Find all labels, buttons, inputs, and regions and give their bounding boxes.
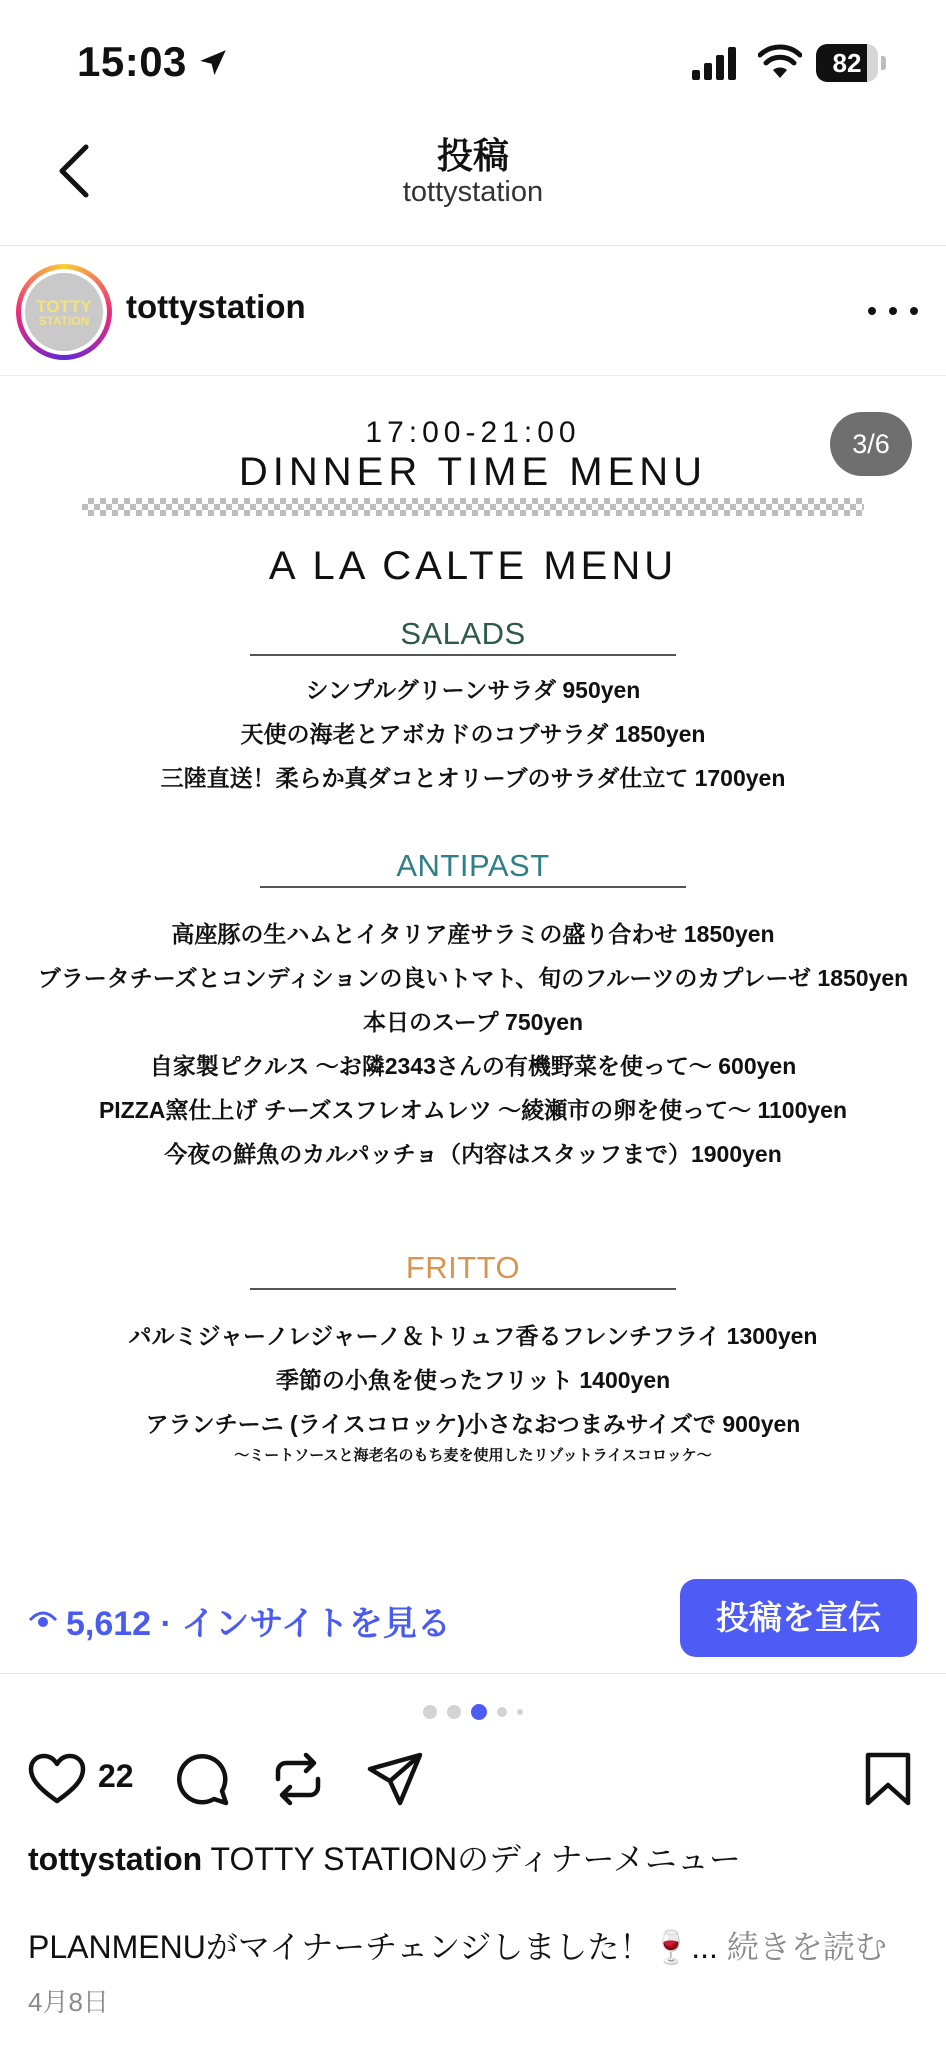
send-icon (366, 1751, 424, 1807)
comment-icon (174, 1751, 230, 1807)
caption-text: TOTTY STATIONのディナーメニュー (210, 1841, 741, 1877)
menu-item: 天使の海老とアボカドのコブサラダ 1850yen (240, 721, 706, 747)
menu-title: DINNER TIME MENU (238, 450, 708, 494)
caption-line: PLANMENUがマイナーチェンジしました！🍷... (28, 1929, 718, 1965)
status-bar (0, 0, 946, 120)
menu-note: 〜ミートソースと海老名のもち麦を使用したリゾットライスコロッケ〜 (234, 1447, 712, 1464)
carousel-dot (517, 1709, 523, 1715)
insights-row (0, 1562, 946, 1674)
page-counter: 3/6 (830, 412, 912, 476)
status-time: 15:03 (77, 38, 187, 85)
menu-item: PIZZA窯仕上げ チーズスフレオムレツ 〜綾瀬市の卵を使って〜 1100yen (98, 1097, 848, 1123)
page-subtitle: tottystation (402, 176, 544, 208)
post-date: 4月8日 (28, 1987, 109, 2017)
save-button[interactable] (864, 1744, 912, 1814)
read-more-link[interactable]: 続きを読む (726, 1929, 887, 1965)
avatar-text-top: TOTTY (36, 296, 92, 316)
post-username[interactable]: tottystation (126, 288, 306, 325)
like-button[interactable] (28, 1744, 86, 1814)
menu-subtitle: A LA CALTE MENU (268, 544, 678, 588)
more-dots-icon (868, 307, 876, 315)
post-image[interactable] (0, 376, 946, 1562)
carousel-indicator (0, 1704, 946, 1720)
eye-icon (28, 1608, 58, 1632)
menu-item: 自家製ピクルス 〜お隣2343さんの有機野菜を使って〜 600yen (149, 1053, 797, 1079)
bookmark-icon (864, 1751, 912, 1807)
caption-body (28, 1922, 928, 1968)
heart-icon (28, 1753, 86, 1805)
menu-hours: 17:00-21:00 (365, 416, 581, 449)
carousel-dot-active (471, 1704, 487, 1720)
menu-item: シンプルグリーンサラダ 950yen (305, 677, 641, 703)
repost-icon (272, 1751, 324, 1807)
checker-divider (82, 498, 864, 516)
section-heading-fritto: FRITTO (250, 1250, 676, 1290)
share-button[interactable] (366, 1744, 424, 1814)
section-heading-salads: SALADS (250, 616, 676, 656)
location-arrow-icon (196, 46, 230, 80)
carousel-dot (447, 1705, 461, 1719)
page-title: 投稿 (436, 135, 509, 176)
menu-item: 三陸直送！柔らか真ダコとオリーブのサラダ仕立て 1700yen (160, 765, 786, 791)
battery-percent: 82 (832, 48, 862, 78)
caption-username[interactable]: tottystation (28, 1841, 203, 1877)
nav-header (0, 120, 946, 246)
promote-post-button[interactable]: 投稿を宣伝 (680, 1579, 917, 1657)
repost-button[interactable] (272, 1744, 324, 1814)
avatar[interactable] (16, 264, 112, 360)
cellular-signal-icon (690, 46, 740, 80)
comment-button[interactable] (174, 1744, 230, 1814)
view-insights-link[interactable]: 5,612 · インサイトを見る (66, 1605, 451, 1643)
wifi-icon (758, 44, 802, 80)
post-header (0, 246, 946, 376)
like-count[interactable]: 22 (98, 1758, 134, 1794)
carousel-dot (423, 1705, 437, 1719)
menu-item: パルミジャーノレジャーノ＆トリュフ香るフレンチフライ 1300yen (128, 1323, 818, 1349)
menu-item: 本日のスープ 750yen (362, 1009, 584, 1035)
menu-item: 今夜の鮮魚のカルパッチョ（内容はスタッフまで）1900yen (164, 1141, 782, 1167)
avatar-text-bottom: STATION (38, 313, 90, 328)
menu-item: ブラータチーズとコンディションの良いトマト、旬のフルーツのカプレーゼ 1850yen (37, 965, 909, 991)
menu-item: 季節の小魚を使ったフリット 1400yen (275, 1367, 671, 1393)
menu-item: アランチーニ (ライスコロッケ)小さなおつまみサイズで 900yen (145, 1411, 801, 1437)
caption (28, 1834, 928, 1880)
menu-item: 高座豚の生ハムとイタリア産サラミの盛り合わせ 1850yen (171, 921, 775, 947)
battery-indicator (816, 44, 886, 82)
more-options-button[interactable] (868, 296, 918, 326)
section-heading-antipast: ANTIPAST (260, 848, 686, 888)
post-actions (0, 1744, 946, 1814)
carousel-dot (497, 1707, 507, 1717)
